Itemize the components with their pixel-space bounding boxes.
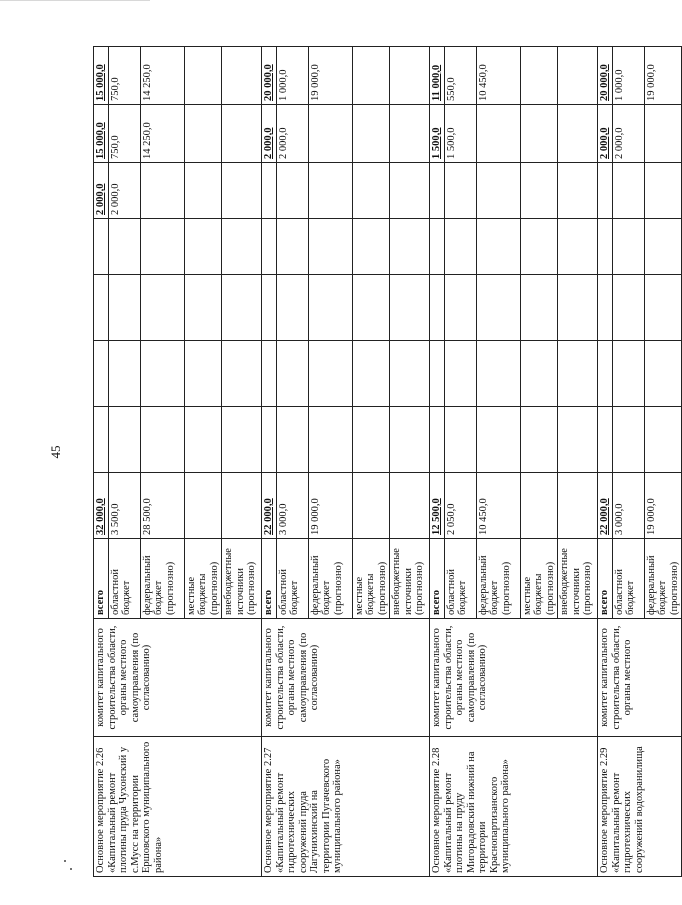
year-amount	[476, 341, 520, 407]
funding-source: внебюджетные источники (прогнозно)	[222, 539, 262, 619]
year-amount	[644, 341, 682, 407]
year-amount	[222, 47, 262, 105]
total-amount: 32 000,0	[94, 473, 109, 539]
year-amount: 14 250,0	[140, 47, 184, 105]
year-amount	[308, 275, 352, 341]
year-amount	[276, 163, 308, 219]
year-amount	[140, 275, 184, 341]
year-amount	[352, 275, 390, 341]
funding-source: областной бюджет	[444, 539, 476, 619]
year-amount: 2 000,0	[108, 163, 140, 219]
funding-source: внебюджетные источники (прогнозно)	[390, 539, 430, 619]
year-amount	[430, 163, 445, 219]
year-amount	[612, 407, 644, 473]
year-amount	[352, 105, 390, 163]
year-amount	[612, 163, 644, 219]
year-amount	[140, 407, 184, 473]
year-amount	[520, 47, 558, 105]
funding-source: областной бюджет	[612, 539, 644, 619]
year-amount	[612, 341, 644, 407]
year-amount: 20 000,0	[598, 47, 613, 105]
year-amount	[276, 341, 308, 407]
year-amount	[430, 407, 445, 473]
scan-speck	[64, 860, 66, 862]
year-amount	[184, 341, 222, 407]
year-amount	[520, 163, 558, 219]
year-amount	[108, 341, 140, 407]
year-amount	[612, 275, 644, 341]
year-amount	[390, 105, 430, 163]
year-amount	[520, 407, 558, 473]
year-amount	[308, 163, 352, 219]
year-amount	[222, 219, 262, 275]
year-amount	[222, 275, 262, 341]
year-amount	[558, 341, 598, 407]
scan-edge-line	[0, 0, 150, 1]
year-amount: 2 000,0	[598, 105, 613, 163]
year-amount	[108, 219, 140, 275]
total-amount: 28 500,0	[140, 473, 184, 539]
total-amount	[520, 473, 558, 539]
executor: комитет капитального строительства области, органы местного	[598, 619, 682, 737]
total-amount: 12 500,0	[430, 473, 445, 539]
funding-source: областной бюджет	[276, 539, 308, 619]
year-amount	[598, 275, 613, 341]
year-amount	[476, 407, 520, 473]
total-amount: 3 000,0	[612, 473, 644, 539]
total-amount: 19 000,0	[644, 473, 682, 539]
funding-source: всего	[598, 539, 613, 619]
year-amount	[222, 105, 262, 163]
funding-source: местные бюджеты (прогнозно)	[352, 539, 390, 619]
year-amount	[598, 163, 613, 219]
funding-source: областной бюджет	[108, 539, 140, 619]
total-amount: 22 000,0	[598, 473, 613, 539]
year-amount	[108, 275, 140, 341]
year-amount	[262, 163, 277, 219]
year-amount	[184, 407, 222, 473]
table-row	[262, 47, 277, 877]
year-amount: 1 500,0	[444, 105, 476, 163]
year-amount: 19 000,0	[308, 47, 352, 105]
total-amount	[184, 473, 222, 539]
funding-source: федеральный бюджет (прогнозно)	[308, 539, 352, 619]
total-amount: 10 450,0	[476, 473, 520, 539]
year-amount: 1 000,0	[612, 47, 644, 105]
year-amount: 2 000,0	[612, 105, 644, 163]
executor: комитет капитального строительства области, органы местного самоуправления (по согласованию)	[94, 619, 262, 737]
year-amount: 15 000,0	[94, 105, 109, 163]
year-amount: 1 000,0	[276, 47, 308, 105]
funding-source: федеральный бюджет (прогнозно)	[476, 539, 520, 619]
year-amount	[520, 105, 558, 163]
year-amount: 1 500,0	[430, 105, 445, 163]
year-amount	[262, 219, 277, 275]
year-amount: 750,0	[108, 105, 140, 163]
finance-table-rotated	[93, 47, 680, 877]
year-amount	[476, 219, 520, 275]
year-amount	[558, 105, 598, 163]
year-amount: 20 000,0	[262, 47, 277, 105]
year-amount	[262, 341, 277, 407]
year-amount	[558, 407, 598, 473]
year-amount	[598, 219, 613, 275]
year-amount	[476, 105, 520, 163]
funding-source: местные бюджеты (прогнозно)	[184, 539, 222, 619]
year-amount	[222, 163, 262, 219]
year-amount	[108, 407, 140, 473]
executor: комитет капитального строительства области, органы местного самоуправления (по согласованию)	[430, 619, 598, 737]
year-amount	[390, 47, 430, 105]
year-amount	[644, 407, 682, 473]
year-amount	[430, 219, 445, 275]
table-row	[94, 47, 109, 877]
funding-source: внебюджетные источники (прогнозно)	[558, 539, 598, 619]
year-amount	[94, 275, 109, 341]
funding-source: федеральный бюджет (прогнозно)	[644, 539, 682, 619]
year-amount	[276, 275, 308, 341]
total-amount: 3 000,0	[276, 473, 308, 539]
year-amount	[352, 47, 390, 105]
table-row	[430, 47, 445, 877]
year-amount	[644, 219, 682, 275]
year-amount	[430, 275, 445, 341]
measure-name: Основное мероприятие 2.27 «Капитальный ремонт гидротехнических сооружений пруда Лагунихинский на территории Пугачевского муниципального района»	[262, 737, 430, 877]
year-amount	[94, 407, 109, 473]
year-amount	[390, 163, 430, 219]
year-amount	[184, 47, 222, 105]
year-amount	[262, 275, 277, 341]
funding-source: всего	[430, 539, 445, 619]
executor: комитет капитального строительства области, органы местного самоуправления (по согласованию)	[262, 619, 430, 737]
year-amount	[352, 407, 390, 473]
year-amount	[444, 407, 476, 473]
total-amount: 3 500,0	[108, 473, 140, 539]
year-amount	[352, 341, 390, 407]
year-amount	[644, 105, 682, 163]
year-amount: 2 000,0	[262, 105, 277, 163]
funding-source: всего	[262, 539, 277, 619]
year-amount	[222, 341, 262, 407]
year-amount	[140, 163, 184, 219]
year-amount	[184, 163, 222, 219]
year-amount	[612, 219, 644, 275]
year-amount	[558, 163, 598, 219]
year-amount	[444, 341, 476, 407]
table-row	[598, 47, 613, 877]
year-amount	[644, 275, 682, 341]
year-amount: 750,0	[108, 47, 140, 105]
total-amount: 22 000,0	[262, 473, 277, 539]
year-amount	[308, 105, 352, 163]
measure-name: Основное мероприятие 2.29 «Капитальный ремонт гидротехнических сооружений водохранилища	[598, 737, 682, 877]
page-number: 45	[48, 445, 63, 459]
total-amount: 19 000,0	[308, 473, 352, 539]
year-amount	[276, 219, 308, 275]
year-amount	[184, 219, 222, 275]
measure-name: Основное мероприятие 2.28 «Капитальный ремонт плотины на пруду Мигорадовский нижний на территории Краснопартизанского муниципального района»	[430, 737, 598, 877]
measure-name: Основное мероприятие 2.26 «Капитальный ремонт плотины пруда Чухонский у с.Мусс на территории Ершовского муниципального района»	[94, 737, 262, 877]
total-amount	[222, 473, 262, 539]
total-amount	[558, 473, 598, 539]
year-amount: 11 000,0	[430, 47, 445, 105]
year-amount	[140, 219, 184, 275]
year-amount	[476, 163, 520, 219]
year-amount	[558, 275, 598, 341]
year-amount: 10 450,0	[476, 47, 520, 105]
year-amount	[390, 219, 430, 275]
finance-table	[93, 46, 682, 877]
year-amount	[598, 341, 613, 407]
year-amount: 15 000,0	[94, 47, 109, 105]
funding-source: местные бюджеты (прогнозно)	[520, 539, 558, 619]
year-amount	[644, 163, 682, 219]
year-amount	[352, 219, 390, 275]
year-amount	[390, 341, 430, 407]
year-amount	[94, 219, 109, 275]
year-amount	[308, 219, 352, 275]
year-amount	[444, 219, 476, 275]
year-amount: 2 000,0	[94, 163, 109, 219]
year-amount	[94, 341, 109, 407]
year-amount	[352, 163, 390, 219]
year-amount	[390, 275, 430, 341]
year-amount: 2 000,0	[276, 105, 308, 163]
funding-source: федеральный бюджет (прогнозно)	[140, 539, 184, 619]
year-amount	[598, 407, 613, 473]
year-amount	[444, 275, 476, 341]
year-amount: 19 000,0	[644, 47, 682, 105]
year-amount	[308, 407, 352, 473]
year-amount	[476, 275, 520, 341]
year-amount: 550,0	[444, 47, 476, 105]
year-amount	[390, 407, 430, 473]
year-amount	[520, 219, 558, 275]
year-amount	[558, 47, 598, 105]
year-amount	[222, 407, 262, 473]
total-amount	[352, 473, 390, 539]
year-amount	[444, 163, 476, 219]
year-amount	[184, 275, 222, 341]
year-amount	[430, 341, 445, 407]
scan-speck	[70, 868, 72, 870]
year-amount	[276, 407, 308, 473]
year-amount	[520, 341, 558, 407]
year-amount	[140, 341, 184, 407]
total-amount	[390, 473, 430, 539]
funding-source: всего	[94, 539, 109, 619]
total-amount: 2 050,0	[444, 473, 476, 539]
year-amount	[308, 341, 352, 407]
year-amount	[558, 219, 598, 275]
year-amount	[262, 407, 277, 473]
year-amount	[184, 105, 222, 163]
year-amount	[520, 275, 558, 341]
year-amount: 14 250,0	[140, 105, 184, 163]
